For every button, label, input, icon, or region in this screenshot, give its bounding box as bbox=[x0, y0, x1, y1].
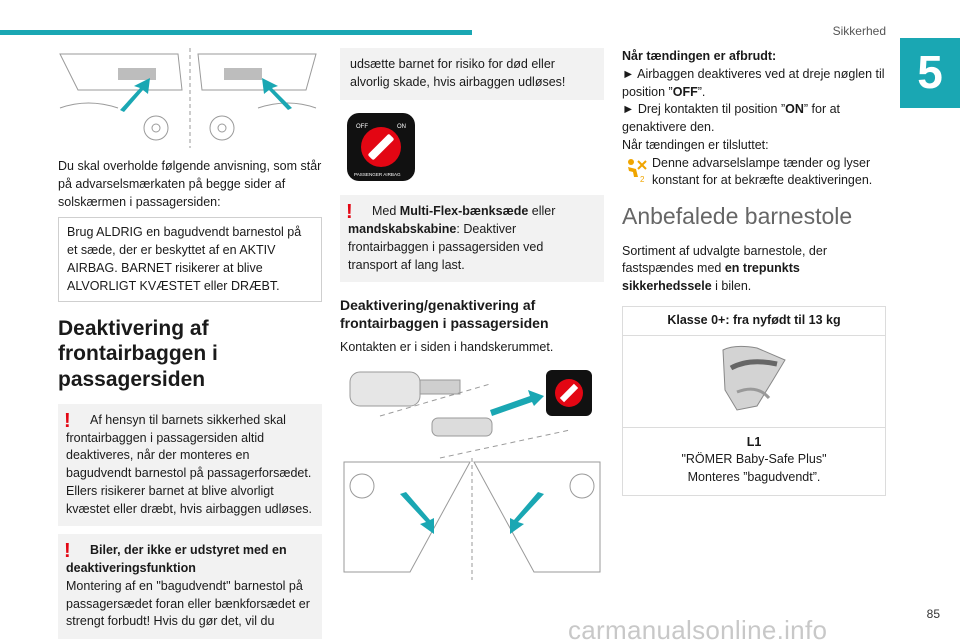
warning-lamp-row bbox=[622, 155, 886, 191]
warning-lamp-text: Denne advarselslampe tænder og lyser konstant for at bekræfte deaktiveringen. bbox=[652, 155, 873, 188]
switch-passenger-label: PASSENGER AIRBAG bbox=[354, 171, 401, 177]
passenger-airbag-switch-icon bbox=[346, 112, 416, 182]
warning-1-text: Af hensyn til barnets sikkerhed skal frontairbaggen i passagersiden altid deaktiveres, når der monteres en bagudvendt barnestol på passagerforsædet. Ellers risikerer barnet at blive alvorligt kvæstet eller dræbt, hvis airbaggen udløses. bbox=[66, 412, 312, 516]
header-accent-bar bbox=[0, 30, 472, 35]
airbag-off-lamp-icon bbox=[624, 157, 648, 183]
warning-icon: ! bbox=[64, 540, 71, 563]
seat-mounting: Monteres ”bagudvendt”. bbox=[687, 470, 821, 485]
chapter-tab: 5 bbox=[900, 38, 960, 108]
warning-box-2 bbox=[58, 534, 322, 639]
section-title: Sikkerhed bbox=[832, 24, 886, 38]
warning-icon: ! bbox=[346, 201, 353, 224]
warning-box-1 bbox=[58, 404, 322, 527]
table-seat-image-cell bbox=[623, 335, 886, 427]
footer-watermark: carmanualsonline.info bbox=[568, 615, 828, 640]
table-class-header: Klasse 0+: fra nyfødt til 13 kg bbox=[623, 306, 886, 335]
warning-box-3 bbox=[340, 195, 604, 282]
seat-name: "RÖMER Baby-Safe Plus" bbox=[681, 452, 827, 467]
table-seat-info-cell bbox=[623, 427, 886, 495]
warning-icon: ! bbox=[64, 409, 71, 432]
warning-label-text: Brug ALDRIG en bagudvendt barnestol på et sæde, der er beskyttet af en AKTIV AIRBAG. BARNET risikerer at blive ALVORLIGT KVÆSTET eller DRÆBT. bbox=[58, 217, 322, 302]
switch-off-label: OFF bbox=[356, 123, 368, 130]
seat-code: L1 bbox=[746, 434, 762, 449]
seat-range-text: Sortiment af udvalgte barnestole, der fastspændes med en trepunkts sikkerhedssele i bilen. bbox=[622, 243, 827, 294]
heading-recommended-seats: Anbefalede barnestole bbox=[622, 203, 853, 229]
warning-2-text: Montering af en "bagudvendt" barnestol på passagersædet foran eller bænkforsædet er strengt forbudt! Hvis du gør det, vil du bbox=[66, 578, 310, 629]
svg-text:2: 2 bbox=[640, 174, 645, 183]
child-seat-table bbox=[622, 306, 886, 496]
visor-instruction: Du skal overholde følgende anvisning, som står på advarselsmærkaten på begge sider af solskærmen i passagersiden: bbox=[58, 159, 322, 209]
warning-2-title: Biler, der ikke er udstyret med en deaktiveringsfunktion bbox=[66, 543, 287, 576]
column-2 bbox=[340, 48, 604, 582]
switch-location-text: Kontakten er i siden i handskerummet. bbox=[340, 339, 554, 354]
ignition-off-title: Når tændingen er afbrudt: bbox=[622, 49, 777, 63]
heading-deactivation-reactivation: Deaktivering/genaktivering af frontairbaggen i passagersiden bbox=[340, 297, 549, 332]
step-deactivate: ► Airbaggen deaktiveres ved at dreje nøglen til position ”OFF”. bbox=[622, 66, 885, 99]
page-number: 85 bbox=[926, 607, 940, 621]
column-1 bbox=[58, 48, 322, 640]
heading-deactivation: Deaktivering af frontairbaggen i passagersiden bbox=[58, 317, 218, 391]
warning-3-text: Med Multi-Flex-bænksæde eller mandskabskabine: Deaktiver frontairbaggen i passagersiden ved transport af lang last. bbox=[348, 204, 556, 272]
key-switch-illustration bbox=[340, 362, 604, 582]
child-seat-illustration bbox=[717, 340, 791, 416]
column-3 bbox=[622, 48, 886, 496]
continued-warning: udsætte barnet for risiko for død eller alvorlig skade, hvis airbaggen udløses! bbox=[340, 48, 604, 100]
ignition-on-title: Når tændingen er tilsluttet: bbox=[622, 137, 769, 152]
sun-visor-label-illustration bbox=[58, 48, 322, 150]
switch-on-label: ON bbox=[397, 123, 406, 130]
step-reactivate: ► Drej kontakten til position ”ON” for at genaktivere den. bbox=[622, 102, 841, 134]
